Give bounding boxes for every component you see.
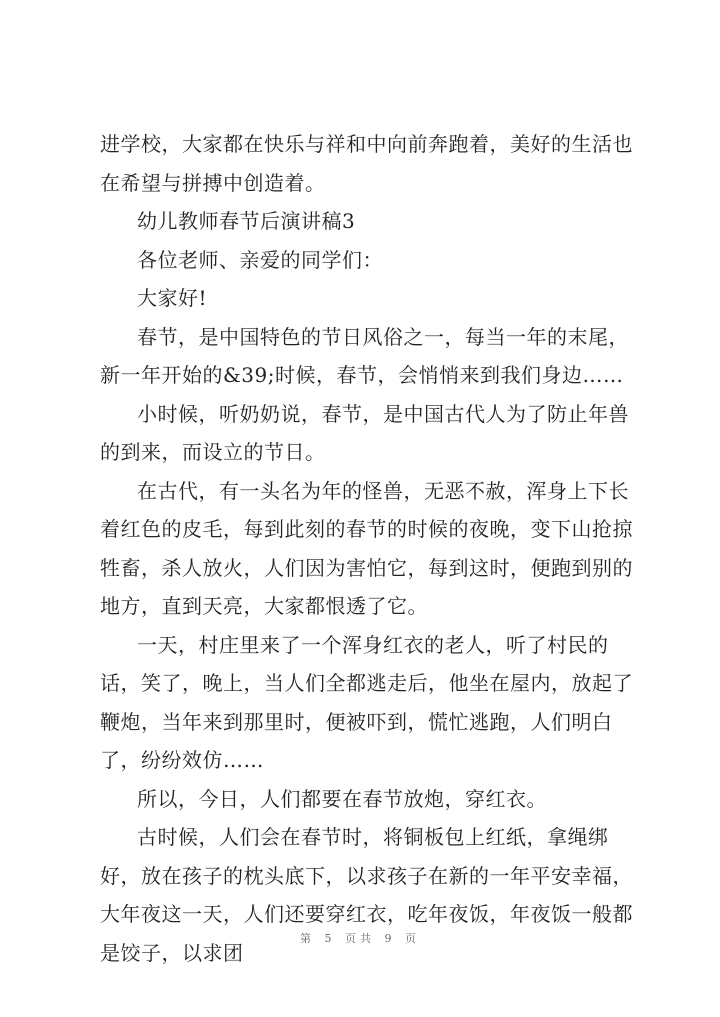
greeting: 大家好! xyxy=(137,286,208,310)
paragraph: 所以，今日，人们都要在春节放炮，穿红衣。 xyxy=(137,786,547,811)
paragraph: 春节，是中国特色的节日风俗之一，每当一年的末尾，新一年开始的&39;时候，春节，会悄悄来到我们身边…… xyxy=(100,324,629,387)
footer-total-pages: 9 xyxy=(384,932,396,945)
paragraph: 在古代，有一头名为年的怪兽，无恶不赦，浑身上下长着红色的皮毛，每到此刻的春节的时候的夜晚，变下山抢掠牲畜，杀人放火，人们因为害怕它，每到这时，便跑到别的地方，直到天亮，大家都恨透了它。 xyxy=(100,478,633,618)
section-heading: 幼儿教师春节后演讲稿3 xyxy=(137,209,356,233)
paragraph: 进学校，大家都在快乐与祥和中向前奔跑着，美好的生活也在希望与拼搏中创造着。 xyxy=(100,132,633,195)
paragraph: 古时候，人们会在春节时，将铜板包上红纸，拿绳绑好，放在孩子的枕头底下，以求孩子在新的一年平安幸福，大年夜这一天，人们还要穿红衣，吃年夜饭，年夜饭一般都是饺子，以求团 xyxy=(100,825,633,965)
page-footer xyxy=(0,930,720,946)
footer-suffix: 页 xyxy=(405,932,420,945)
footer-current-page: 5 xyxy=(324,932,336,945)
salutation: 各位老师、亲爱的同学们： xyxy=(137,247,383,272)
document-body xyxy=(100,125,640,972)
footer-prefix: 第 xyxy=(300,932,315,945)
paragraph: 小时候，听奶奶说，春节，是中国古代人为了防止年兽的到来，而设立的节日。 xyxy=(100,401,629,464)
paragraph: 一天，村庄里来了一个浑身红衣的老人，听了村民的话，笑了，晚上，当人们全都逃走后，他坐在屋内，放起了鞭炮，当年来到那里时，便被吓到，慌忙逃跑，人们明白了，纷纷效仿…… xyxy=(100,632,633,772)
footer-middle: 页共 xyxy=(345,932,375,945)
